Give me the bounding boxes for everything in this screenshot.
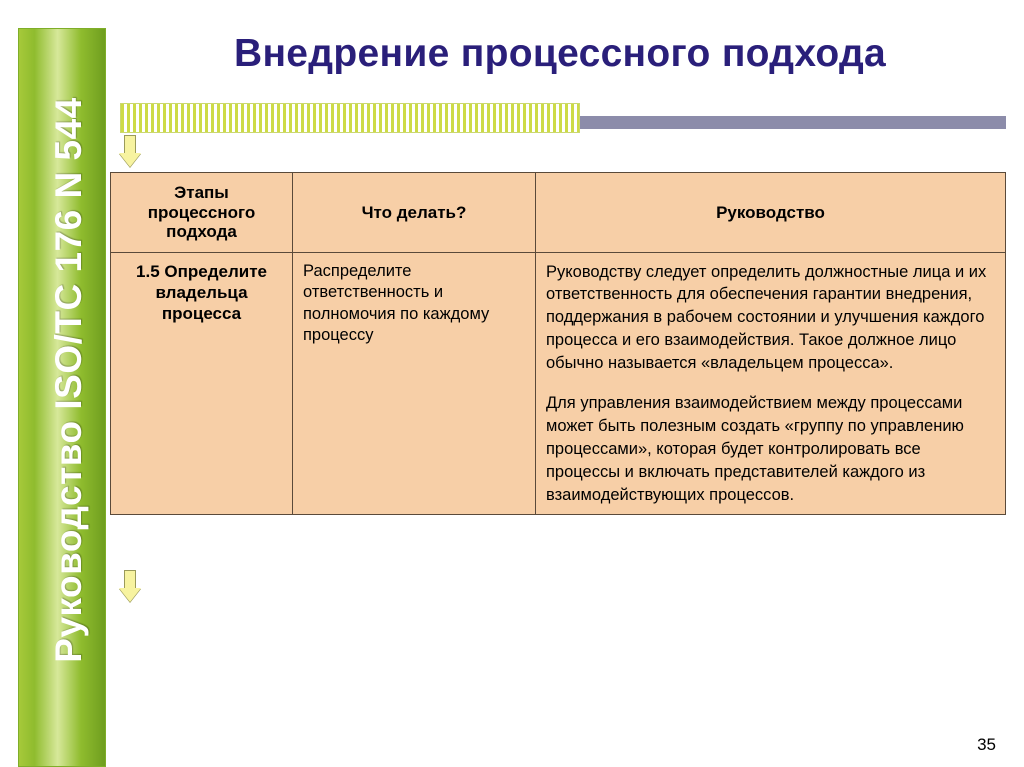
cell-guide: [536, 252, 1006, 515]
table-row: [111, 252, 1006, 515]
guide-paragraph-2: Для управления взаимодействием между процессами может быть полезным создать «группу по управлению процессами», которая будет контролировать все процессы и включать представителей каждого из взаимодействующих процессов.: [546, 394, 964, 504]
guide-paragraph-1: Руководству следует определить должностные лица и их ответственность для обеспечения гарантии внедрения, поддержания в рабочем состоянии и улучшения каждого процесса и его взаимодействия. Такое должное лицо обычно называется «владельцем процесса».: [546, 262, 987, 372]
process-table: [110, 172, 1006, 515]
cell-stage: 1.5 Определите владельца процесса: [111, 252, 293, 515]
process-table-container: [110, 172, 1006, 515]
table-header-stage: Этапы процессного подхода: [111, 173, 293, 253]
table-header-guide: Руководство: [536, 173, 1006, 253]
table-header-row: [111, 173, 1006, 253]
cell-what: Распределите ответственность и полномочия по каждому процессу: [293, 252, 536, 515]
down-arrow-icon-top: [119, 135, 141, 167]
page-title: Внедрение процессного подхода: [233, 32, 887, 75]
page-number: 35: [977, 735, 996, 754]
side-band-label: Руководство ISO/TC 176 N 544: [48, 97, 89, 663]
down-arrow-icon-bottom: [119, 570, 141, 602]
decorative-dotted-bar: [120, 103, 580, 133]
side-band: [18, 28, 106, 767]
table-header-what: Что делать?: [293, 173, 536, 253]
